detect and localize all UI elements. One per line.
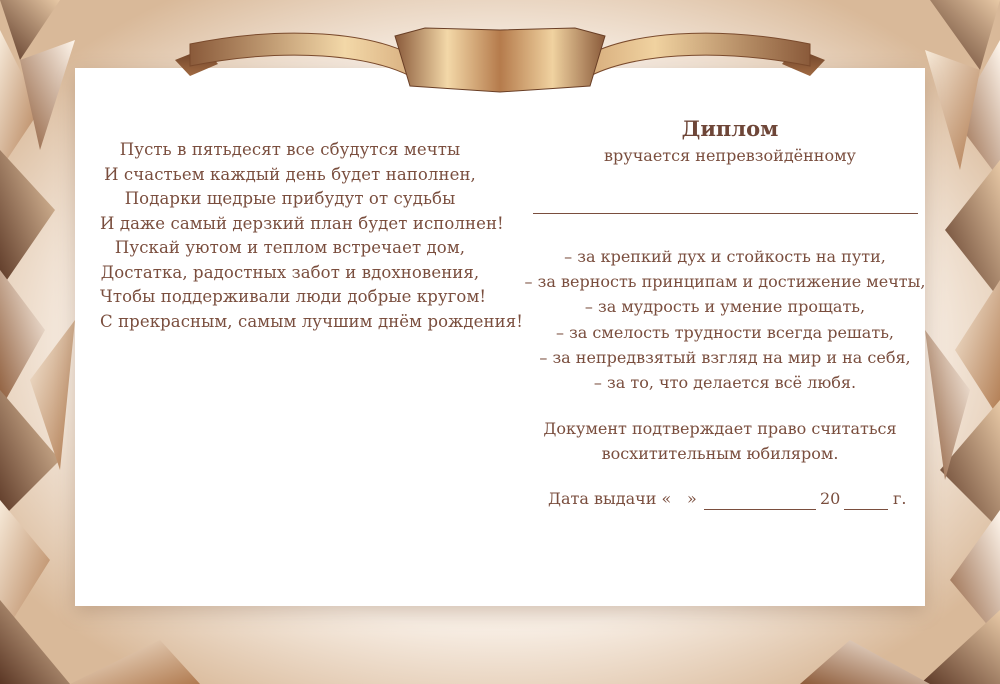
year-blank[interactable] xyxy=(844,509,888,510)
confirmation-line: восхитительным юбиляром. xyxy=(601,444,839,463)
year-prefix: 20 xyxy=(820,489,841,508)
merit-item: – за крепкий дух и стойкость на пути, xyxy=(564,247,886,266)
greeting-poem xyxy=(100,138,523,334)
diploma-title: Диплом xyxy=(681,116,779,141)
merits-list xyxy=(520,244,930,395)
date-month-blank[interactable] xyxy=(704,509,816,510)
merit-item: – за верность принципам и достижение мечты, xyxy=(524,272,926,292)
issue-date-row xyxy=(548,489,918,513)
confirmation-line: Документ подтверждает право считаться xyxy=(543,419,897,438)
poem-line: Пусть в пятьдесят все сбудутся мечты xyxy=(119,140,461,159)
poem-line: С прекрасным, самым лучшим днём рождения! xyxy=(100,311,523,331)
poem-line: Подарки щедрые прибудут от судьбы xyxy=(124,189,456,208)
merit-item: – за смелость трудности всегда решать, xyxy=(555,322,894,342)
poem-line: Достатка, радостных забот и вдохновения, xyxy=(100,262,480,282)
merit-item: – за непредвзятый взгляд на мир и на себя, xyxy=(539,347,911,367)
date-label: Дата выдачи « xyxy=(548,489,672,508)
poem-line: И даже самый дерзкий план будет исполнен! xyxy=(100,213,504,233)
gold-ribbon-banner xyxy=(170,14,830,104)
poem-line: Пускай уютом и теплом встречает дом, xyxy=(114,238,466,257)
diploma-subtitle: вручается непревзойдённому xyxy=(604,146,856,165)
date-close-quote: » xyxy=(687,489,697,508)
recipient-name-line[interactable] xyxy=(533,213,918,214)
confirmation-text xyxy=(540,416,900,466)
year-suffix: г. xyxy=(893,489,907,508)
merit-item: – за мудрость и умение прощать, xyxy=(584,297,866,317)
poem-line: Чтобы поддерживали люди добрые кругом! xyxy=(100,287,487,306)
merit-item: – за то, что делается всё любя. xyxy=(593,373,857,393)
poem-line: И счастьем каждый день будет наполнен, xyxy=(104,164,476,184)
